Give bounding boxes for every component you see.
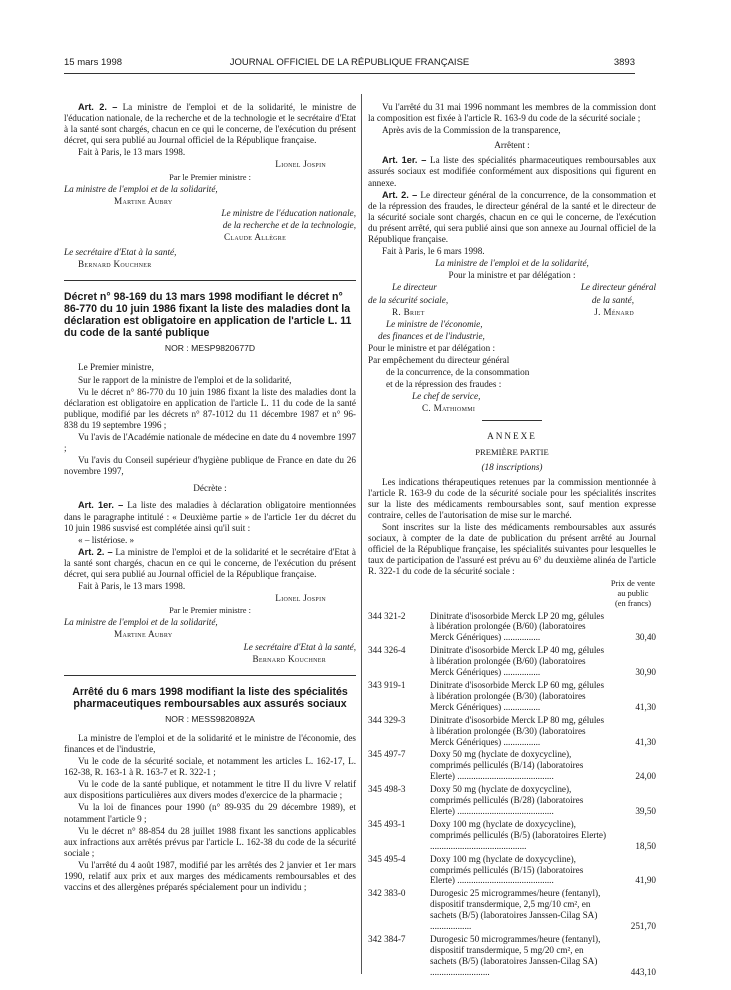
signature-pm: Lionel Jospin [275,159,326,170]
directeur-title-2: de la sécurité sociale, [368,294,449,305]
drug-code: 342 383-0 [368,888,406,899]
drug-code: 343 919-1 [368,680,406,690]
drug-code: 344 329-3 [368,714,406,725]
right-column [368,102,656,978]
header-date: 15 mars 1998 [64,57,123,68]
header-page-number: 3893 [613,57,635,68]
apres-avis: Après avis de la Commission de la transparence, [382,125,561,136]
decret-nor: NOR : MESP9820677D [164,343,256,354]
column-divider [361,94,362,974]
drug-description: Durogesic 50 microgrammes/heure (fentanyl), dispositif transdermique, 5 mg/20 cm², en sachets (B/5) (laboratoires Janssen-Cilag SA) .......................... [430,933,601,977]
section-separator [64,280,356,281]
price-head-line-3: (en francs) [614,598,652,608]
drug-price: 41,90 [635,875,656,886]
article-text: La liste des spécialités pharmaceutiques remboursables aux assurés sociaux est modifiée conformément aux dispositions qui figurent en annexe. [368,155,656,188]
sur-rapport: Sur le rapport de la ministre de l'emploi et de la solidarité, [78,374,292,385]
vu-avis-conseil: Vu l'avis du Conseil supérieur d'hygiène publique de France en date du 26 novembre 1997, [64,455,356,477]
signature-aubry: Martine Aubry [114,195,173,206]
vu-loi-finances: Vu la loi de finances pour 1990 (n° 89-935 du 29 décembre 1989), et notamment l'article 9 ; [64,802,356,824]
pour-le-ministre: Pour le ministre et par délégation : [368,342,496,353]
left-column [64,102,356,894]
drug-price: 251,70 [630,921,656,932]
price-head-line-1: Prix de vente [610,578,656,588]
ministre-economie-title-2: des finances et de l'industrie, [378,330,485,341]
ministre-education-title-1: Le ministre de l'éducation nationale, [221,207,356,218]
price-head-line-2: au public [617,588,649,598]
signature-menard: J. Ménard [594,306,634,317]
drug-description: Durogesic 25 microgrammes/heure (fentanyl), dispositif transdermique, 2,5 mg/10 cm², en sachets (B/5) (laboratoires Janssen-Cilag SA) .................. [430,888,601,932]
ministre-emploi-title-2: La ministre de l'emploi et de la solidarité, [64,617,218,628]
article-2b-paragraph [64,547,356,580]
drug-description: Dinitrate d'isosorbide Merck LP 60 mg, gélules à libération prolongée (B/30) (laboratoires Merck Génériques) ................ [430,680,605,712]
drug-price: 41,30 [635,701,656,712]
decret-title: Décret n° 98-169 du 13 mars 1998 modifiant le décret n° 86-770 du 10 juin 1986 fixant la liste des maladies dont la déclaration est obligatoire en application de l'article L. 11 du code de la santé publique [64,291,352,340]
drug-row [368,611,656,644]
price-column-header [368,579,656,609]
signature-mathiommi: C. Mathiommi [422,403,476,414]
vu-decret-86-770: Vu le décret n° 86-770 du 10 juin 1986 fixant la liste des maladies dont la déclaration est obligatoire en application de l'article L. 11 du code de la santé publique, modifié par les décrets n° 87-1012 du 11 décembre 1987 et n° 96-838 du 19 septembre 1996 ; [64,386,356,430]
drug-code: 345 498-3 [368,784,406,795]
premiere-partie: PREMIÈRE PARTIE [475,446,549,457]
drug-row [368,715,656,748]
ministre-emploi-title: La ministre de l'emploi et de la solidarité, [64,183,218,194]
ministre-economie-title-1: Le ministre de l'économie, [386,318,483,329]
arrete-nor: NOR : MESS9820892A [165,713,255,724]
arrete-title: Arrêté du 6 mars 1998 modifiant la liste des spécialités pharmaceutiques remboursables aux assurés sociaux [72,685,348,710]
vu-arrete-1996: Vu l'arrêté du 31 mai 1996 nommant les membres de la commission dont la composition est fixée à l'article R. 163-9 du code de la sécurité sociale ; [368,102,656,124]
inscrites-paragraph: Sont inscrites sur la liste des médicaments remboursables aux assurés sociaux, à compter de la date de publication du présent arrêté au Journal officiel de la République française, les spécialités suivantes pour lesquelles le taux de participation de l'assuré est prévu au 6° du deuxième alinéa de l'article R. 322-1 du code de la sécurité sociale : [368,522,656,577]
signature-allegre: Claude Allègre [224,232,287,243]
drug-row [368,645,656,678]
drug-row [368,680,656,713]
pour-la-ministre: Pour la ministre et par délégation : [448,270,576,281]
article-1-item: « – listériose. » [78,534,135,545]
directeur-sante-title-1: Le directeur général [580,282,656,293]
drug-row [368,888,656,932]
vu-code-sante-publique: Vu le code de la santé publique, et notamment le titre II du livre V relatif aux dispositions particulières aux divers modes d'exercice de la pharmacie ; [64,779,356,801]
drug-price: 39,50 [635,805,656,816]
drug-description: Doxy 50 mg (hyclate de doxycycline), comprimés pelliculés (B/14) (laboratoires Elerte) .......................................... [430,749,584,782]
article-text: Le directeur général de la concurrence, de la consommation et de la répression des fraudes, le directeur général de la santé et le directeur de la sécurité sociale sont chargés, chacun en ce qui le concerne, de l'exécution du présent arrêté, qui sera publié ainsi que son annexe au Journal officiel de la République française. [368,189,657,245]
arrete-intro: La ministre de l'emploi et de la solidarité et le ministre de l'économie, des finances et de l'industrie, [64,732,356,754]
article-text: La liste des maladies à déclaration obligatoire mentionnées dans le paragraphe intitulé : « Deuxième partie » de l'article 1er du décret du 10 juin 1986 susvisé est complétée ainsi qu'il suit : [64,500,356,533]
secretaire-sante-title: Le secrétaire d'Etat à la santé, [64,247,177,258]
section-separator [64,675,356,676]
decrete: Décrète : [193,483,227,494]
vu-avis-academie: Vu l'avis de l'Académie nationale de médecine en date du 4 novembre 1997 ; [64,431,356,454]
directeurs-signatures [368,282,656,318]
drug-row [368,934,656,978]
signature-pm-2: Lionel Jospin [275,593,326,604]
drug-description: Dinitrate d'isosorbide Merck LP 40 mg, gélules à libération prolongée (B/60) (laboratoires Merck Génériques) ................ [430,645,605,678]
drug-description: Doxy 50 mg (hyclate de doxycycline), comprimés pelliculés (B/28) (laboratoires Elerte) .......................................... [430,784,584,816]
drug-list [368,611,656,978]
vu-decret-88-854: Vu le décret n° 88-854 du 28 juillet 1988 fixant les sanctions applicables aux infractions aux arrêtés prévus par l'article L. 162-38 du code de la sécurité sociale ; [64,825,356,858]
chef-de-service: Le chef de service, [412,391,481,402]
drug-code: 344 326-4 [368,645,406,656]
arretent: Arrêtent : [494,140,530,151]
directeur-securite-sociale [368,282,506,318]
fait-a-paris: Fait à Paris, le 6 mars 1998. [382,246,485,257]
drug-row [368,854,656,887]
drug-row [368,784,656,817]
article-2-paragraph [64,102,356,146]
drug-price: 18,50 [635,840,656,851]
article-label: Art. 2. – [382,189,418,200]
empechement-1: Par empêchement du directeur général [368,354,510,365]
drug-code: 345 493-1 [368,818,406,829]
indications-paragraph: Les indications thérapeutiques retenues par la commission mentionnée à l'article R. 163-9 du code de la sécurité sociale pour les spécialités inscrites sur la liste des médicaments remboursables sont, sauf mention expresse contraire, celles de l'autorisation de mise sur le marché. [368,476,656,520]
drug-row [368,819,656,852]
article-2-paragraph [368,190,656,245]
header-journal-title: JOURNAL OFFICIEL DE LA RÉPUBLIQUE FRANÇAISE [229,57,470,68]
annexe-separator [482,420,542,421]
signature-aubry-2: Martine Aubry [114,629,173,640]
drug-price: 30,40 [635,632,656,643]
header-rule [64,73,635,74]
drug-code: 342 384-7 [368,933,406,944]
vu-code-securite-sociale: Vu le code de la sécurité sociale, et notamment les articles L. 162-17, L. 162-38, R. 163-1 à R. 163-7 et R. 322-1 ; [64,756,356,778]
annexe-heading: ANNEXE [487,431,537,442]
drug-price: 24,00 [635,771,656,782]
empechement-2: de la concurrence, de la consommation [386,367,530,378]
drug-code: 345 495-4 [368,853,406,864]
inscriptions-count: (18 inscriptions) [481,461,543,472]
article-label: Art. 2. – [78,102,118,112]
article-label: Art. 1er. – [78,500,124,511]
drug-description: Dinitrate d'isosorbide Merck LP 80 mg, gélules à libération prolongée (B/30) (laboratoires Merck Génériques) ................ [430,714,605,747]
article-text: La ministre de l'emploi et de la solidarité, le ministre de l'éducation nationale, de la recherche et de la technologie et le secrétaire d'Etat à la santé sont chargés, chacun en ce qui le concerne, de l'exécution du présent décret, qui sera publié au Journal officiel de la République française. [64,102,357,146]
signature-briet: R. Briet [392,306,425,317]
ministre-education-title-2: de la recherche et de la technologie, [222,219,356,230]
article-label: Art. 1er. – [382,155,427,166]
drug-price: 30,90 [635,667,656,678]
article-label: Art. 2. – [78,546,113,557]
drug-row [368,749,656,782]
directeur-sante [518,282,656,318]
fait-a-paris: Fait à Paris, le 13 mars 1998. [78,147,186,158]
par-premier-ministre: Par le Premier ministre : [169,172,251,182]
secretaire-sante-title-2: Le secrétaire d'Etat à la santé, [243,641,356,652]
article-text: La ministre de l'emploi et de la solidarité et le secrétaire d'Etat à la santé sont chargés, chacun en ce qui le concerne, de l'exécution du présent décret, qui sera publié au Journal officiel de la République française. [64,546,357,579]
signature-kouchner-2: Bernard Kouchner [252,653,326,664]
drug-description: Doxy 100 mg (hyclate de doxycycline), comprimés pelliculés (B/15) (laboratoires Elerte) .......................................... [430,853,584,886]
article-1-paragraph [64,500,356,533]
pm-intro: Le Premier ministre, [78,362,154,373]
signature-kouchner: Bernard Kouchner [78,259,152,270]
page-header [64,57,635,71]
drug-price: 443,10 [630,966,656,977]
drug-price: 41,30 [635,736,656,747]
drug-description: Dinitrate d'isosorbide Merck LP 20 mg, gélules à libération prolongée (B/60) (laboratoires Merck Génériques) ................ [430,610,605,643]
article-1-paragraph [368,155,656,188]
directeur-sante-title-2: de la santé, [591,294,634,305]
empechement-3: et de la répression des fraudes : [386,379,502,390]
fait-a-paris-2: Fait à Paris, le 13 mars 1998. [78,581,186,592]
drug-description: Doxy 100 mg (hyclate de doxycycline), comprimés pelliculés (B/5) (laboratoires Elerte) .......................................... [430,818,607,851]
ministre-emploi-title: La ministre de l'emploi et de la solidarité, [435,258,589,269]
directeur-title-1: Le directeur [392,282,437,293]
vu-arrete-1987: Vu l'arrêté du 4 août 1987, modifié par les arrêtés des 2 janvier et 1er mars 1990, relatif aux prix et aux marges des médicaments remboursables et des vaccins et des allergènes préparés spécialement pour un individu ; [64,859,356,893]
drug-code: 345 497-7 [368,749,406,760]
drug-code: 344 321-2 [368,610,406,621]
par-premier-ministre-2: Par le Premier ministre : [169,606,251,616]
